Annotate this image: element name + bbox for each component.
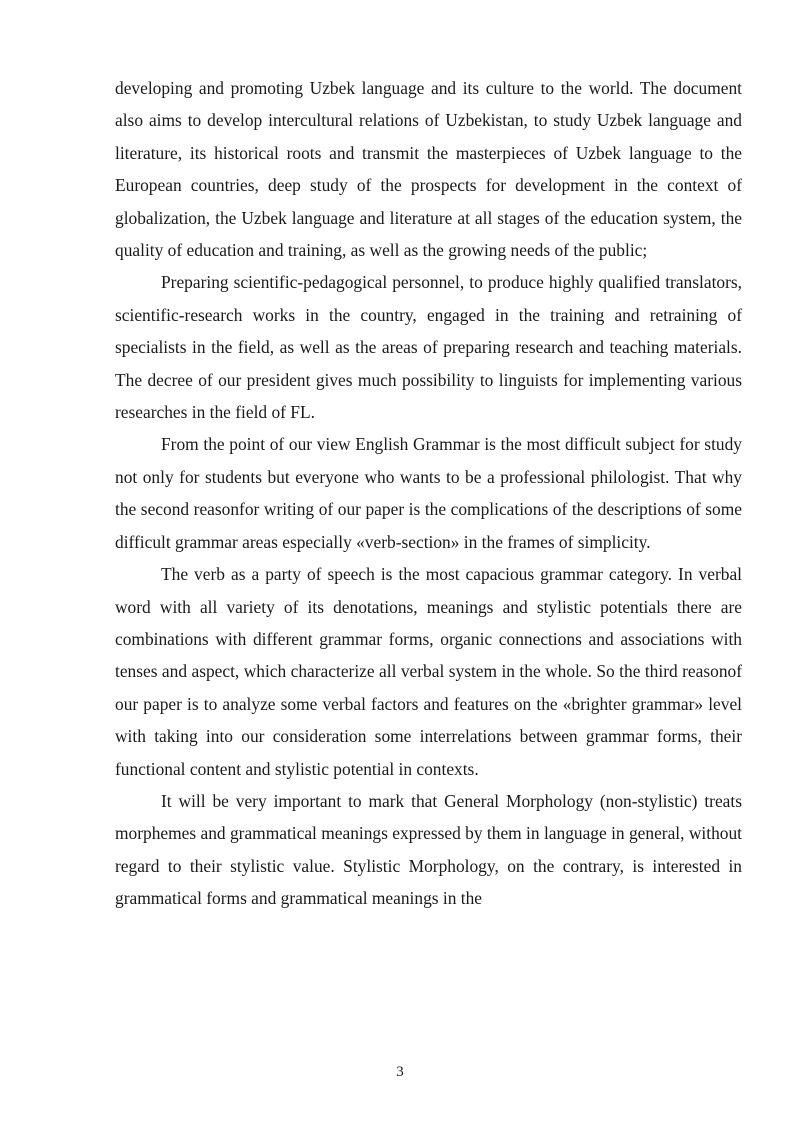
page-number: 3: [396, 1064, 404, 1080]
paragraph: The verb as a party of speech is the most capacious grammar category. In verbal word with all variety of its denotations, meanings and stylistic potentials there are combinations with different grammar forms, organic connections and associations with tenses and aspect, which characterize all verbal system in the whole. So the third reasonof our paper is to analyze some verbal factors and features on the «brighter grammar» level with taking into our consideration some interrelations between grammar forms, their functional content and stylistic potential in contexts.: [115, 564, 742, 779]
paragraph-continuation: developing and promoting Uzbek language and its culture to the world. The document also aims to develop intercultural relations of Uzbekistan, to study Uzbek language and literature, its historical roots and transmit the masterpieces of Uzbek language to the European countries, deep study of the prospects for development in the context of globalization, the Uzbek language and literature at all stages of the education system, the quality of education and training, as well as the growing needs of the public;: [115, 78, 742, 261]
paragraph: Preparing scientific-pedagogical personnel, to produce highly qualified translators, scientific-research works in the country, engaged in the training and retraining of specialists in the field, as well as the areas of preparing research and teaching materials. The decree of our president gives much possibility to linguists for implementing various researches in the field of FL.: [115, 272, 742, 423]
body-text: [115, 72, 742, 915]
paragraph: From the point of our view English Grammar is the most difficult subject for study not only for students but everyone who wants to be a professional philologist. That why the second reasonfor writing of our paper is the complications of the descriptions of some difficult grammar areas especially «verb-section» in the frames of simplicity.: [115, 434, 742, 552]
paragraph: It will be very important to mark that General Morphology (non-stylistic) treats morphemes and grammatical meanings expressed by them in language in general, without regard to their stylistic value. Stylistic Morphology, on the contrary, is interested in grammatical forms and grammatical meanings in the: [115, 790, 742, 909]
